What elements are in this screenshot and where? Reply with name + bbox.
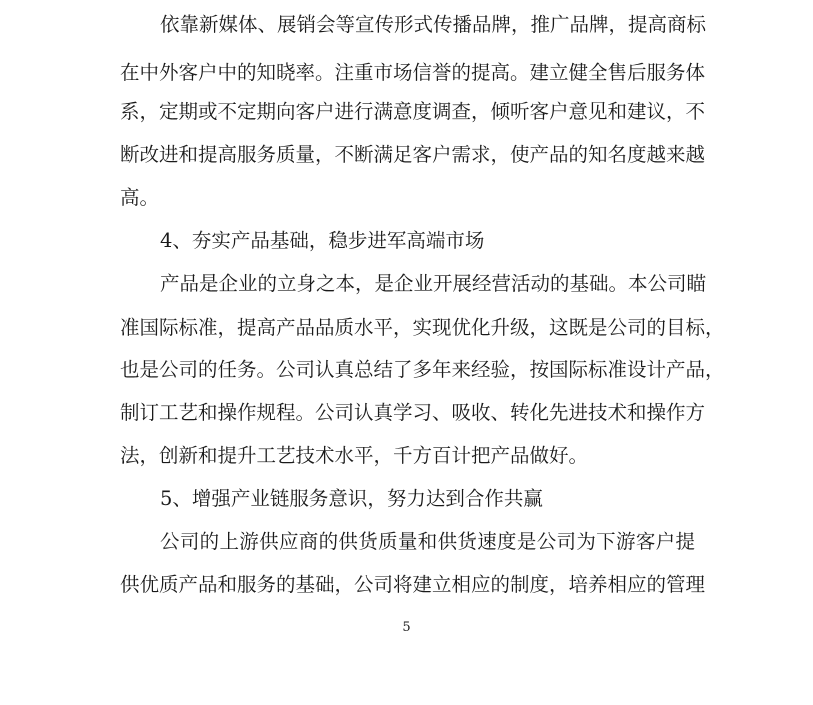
paragraph-line-9: 制订工艺和操作规程。公司认真学习、吸收、转化先进技术和操作方: [120, 401, 706, 424]
paragraph-line-11: 公司的上游供应商的供货质量和供货速度是公司为下游客户提: [160, 530, 695, 553]
paragraph-line-7: 准国际标准，提高产品品质水平，实现优化升级，这既是公司的目标，: [120, 316, 725, 339]
paragraph-line-12: 供优质产品和服务的基础，公司将建立相应的制度，培养相应的管理: [120, 573, 706, 596]
paragraph-line-5: 高。: [120, 186, 160, 209]
page-number: 5: [402, 620, 411, 635]
paragraph-line-10: 法，创新和提升工艺技术水平，千方百计把产品做好。: [120, 444, 589, 467]
paragraph-line-6: 产品是企业的立身之本，是企业开展经营活动的基础。本公司瞄: [160, 272, 707, 295]
paragraph-line-4: 断改进和提高服务质量，不断满足客户需求，使产品的知名度越来越: [120, 143, 706, 166]
paragraph-line-3: 系，定期或不定期向客户进行满意度调查，倾听客户意见和建议，不: [120, 100, 706, 123]
paragraph-line-1: 依靠新媒体、展销会等宣传形式传播品牌，推广品牌，提高商标: [160, 13, 707, 36]
paragraph-line-8: 也是公司的任务。公司认真总结了多年来经验，按国际标准设计产品，: [120, 358, 725, 381]
section-heading-5: 5、增强产业链服务意识，努力达到合作共赢: [160, 487, 543, 510]
paragraph-line-2: 在中外客户中的知晓率。注重市场信誉的提高。建立健全售后服务体: [120, 61, 706, 84]
section-heading-4: 4、夯实产品基础，稳步进军高端市场: [160, 229, 485, 252]
